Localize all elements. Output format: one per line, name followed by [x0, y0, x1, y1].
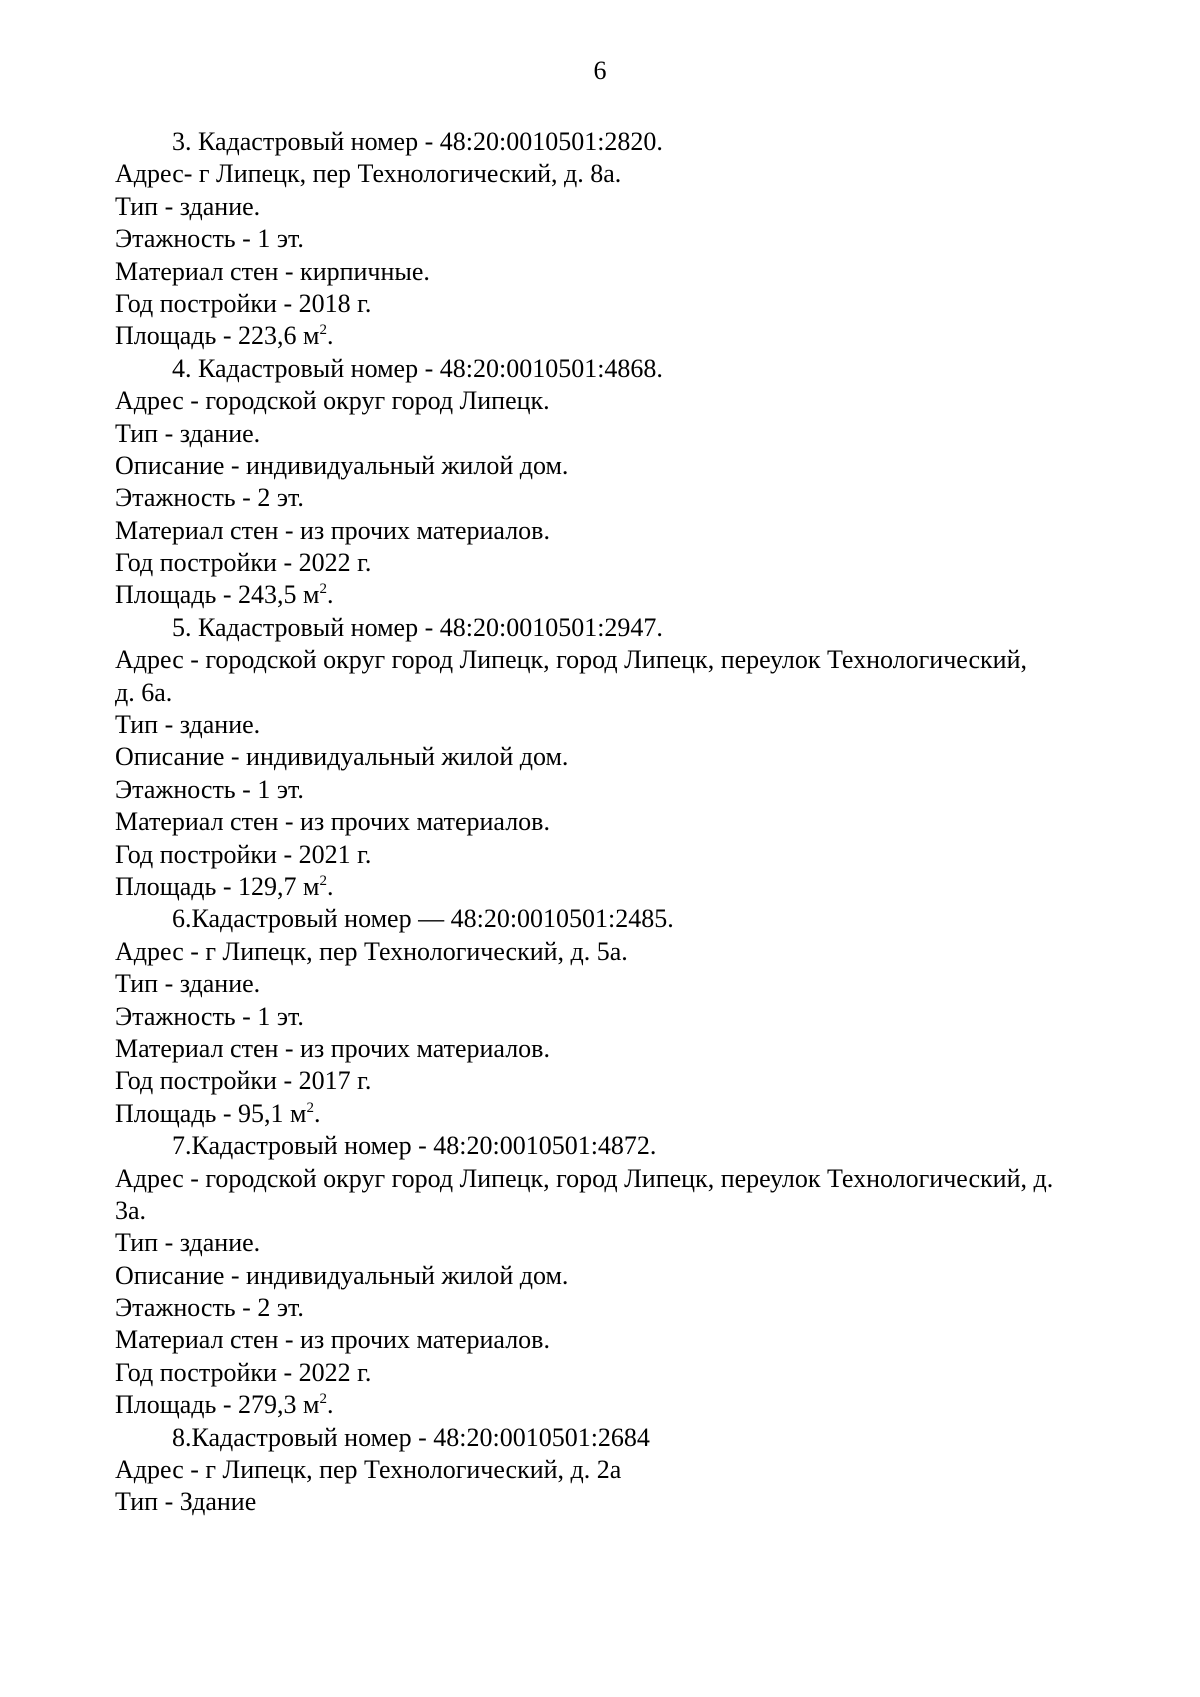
record-heading: 7.Кадастровый номер - 48:20:0010501:4872.: [172, 1131, 657, 1161]
record-line: Этажность - 1 эт.: [115, 224, 304, 254]
record-line: Описание - индивидуальный жилой дом.: [115, 1260, 569, 1290]
record-line: Тип - здание.: [115, 191, 261, 221]
record-line: Адрес - городской округ город Липецк, город Липецк, переулок Технологический, д.: [115, 1163, 1054, 1193]
record-line: Материал стен - из прочих материалов.: [115, 807, 550, 837]
record-line: Тип - здание.: [115, 1228, 261, 1258]
record-line: Этажность - 2 эт.: [115, 483, 304, 513]
record-line: Материал стен - из прочих материалов.: [115, 515, 550, 545]
record-area: Площадь - 223,6 $м^2$.: [115, 321, 334, 351]
record-line: Адрес - городской округ город Липецк, город Липецк, переулок Технологический,: [115, 645, 1027, 675]
record-line: Адрес - городской округ город Липецк.: [115, 386, 550, 416]
record-line: Описание - индивидуальный жилой дом.: [115, 450, 569, 480]
record-heading: 6.Кадастровый номер — 48:20:0010501:2485.: [172, 904, 674, 934]
record-line: Адрес- г Липецк, пер Технологический, д. 8а.: [115, 159, 622, 189]
record-area: Площадь - 129,7 $м^2$.: [115, 871, 334, 901]
record-area: Площадь - 243,5 $м^2$.: [115, 580, 334, 610]
record-line: Этажность - 1 эт.: [115, 1001, 304, 1031]
record-heading: 4. Кадастровый номер - 48:20:0010501:4868.: [172, 353, 663, 383]
record-line: Этажность - 1 эт.: [115, 774, 304, 804]
record-line: Год постройки - 2017 г.: [115, 1066, 372, 1096]
record-line: Адрес - г Липецк, пер Технологический, д. 5а.: [115, 936, 628, 966]
record-line: Тип - здание.: [115, 969, 261, 999]
record-line: Год постройки - 2018 г.: [115, 288, 372, 318]
record-line: Описание - индивидуальный жилой дом.: [115, 742, 569, 772]
record-line: Год постройки - 2022 г.: [115, 548, 372, 578]
record-line: Тип - здание.: [115, 418, 261, 448]
record-line: д. 6а.: [115, 677, 173, 707]
document-body: [115, 126, 1165, 1519]
page-number: 6: [593, 56, 607, 85]
record-line: Тип - здание.: [115, 710, 261, 740]
record-line: Тип - Здание: [115, 1487, 257, 1517]
record-area: Площадь - 279,3 $м^2$.: [115, 1390, 334, 1420]
record-line: Материал стен - из прочих материалов.: [115, 1033, 550, 1063]
record-line: 3а.: [115, 1195, 147, 1225]
record-line: Материал стен - кирпичные.: [115, 256, 430, 286]
record-line: Год постройки - 2022 г.: [115, 1357, 372, 1387]
record-heading: 3. Кадастровый номер - 48:20:0010501:2820.: [172, 127, 663, 156]
record-line: Адрес - г Липецк, пер Технологический, д. 2а: [115, 1455, 622, 1485]
record-heading: 8.Кадастровый номер - 48:20:0010501:2684: [172, 1422, 650, 1452]
record-area: Площадь - 95,1 $м^2$.: [115, 1098, 321, 1128]
record-heading: 5. Кадастровый номер - 48:20:0010501:2947.: [172, 612, 663, 642]
record-line: Год постройки - 2021 г.: [115, 839, 372, 869]
record-line: Этажность - 2 эт.: [115, 1293, 304, 1323]
record-line: Материал стен - из прочих материалов.: [115, 1325, 550, 1355]
